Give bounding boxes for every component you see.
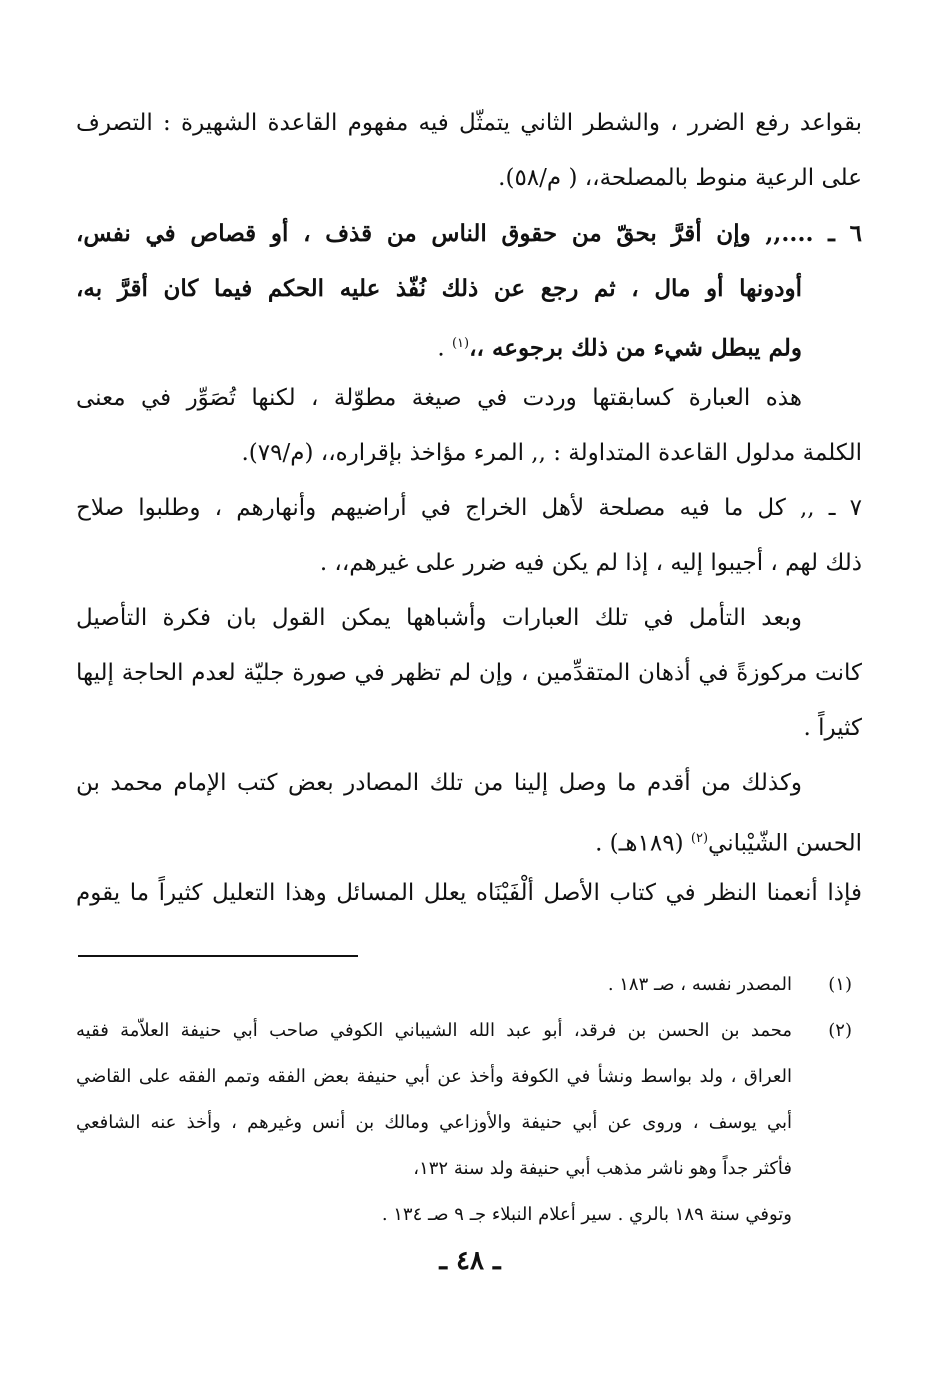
- footnote-number: (٢): [828, 1020, 852, 1041]
- date-text: (١٨٩هـ) .: [595, 830, 691, 857]
- page-number: ـ ٤٨ ـ: [439, 1246, 501, 1276]
- footnote-text: فأكثر جداً وهو ناشر مذهب أبي حنيفة ولد سنة ١٣٢،: [413, 1158, 792, 1179]
- text-line: الكلمة مدلول القاعدة المتداولة : ,, المرء مؤاخذ بإقراره،، (م/٧٩).: [241, 440, 862, 466]
- footnote-number: (١): [828, 974, 852, 995]
- footnote-ref: (٢): [690, 831, 709, 846]
- footnote-divider: [78, 955, 358, 957]
- text-line: ذلك لهم ، أجيبوا إليه ، إذا لم يكن فيه ضرر على غيرهم،، .: [319, 550, 862, 576]
- footnote-text: العراق ، ولد بواسط ونشأ في الكوفة وأخذ عن أبي حنيفة بعض الفقه وتمم الفقه على القاضي: [76, 1066, 792, 1087]
- text-line: وبعد التأمل في تلك العبارات وأشباهها يمكن القول بان فكرة التأصيل: [76, 605, 802, 631]
- text-line: أودونها أو مال ، ثم رجع عن ذلك نُفّذ عليه الحكم فيما كان أقرَّ به،: [76, 275, 802, 302]
- quote-text: ولم يبطل شيء من ذلك برجوعه ،،: [469, 334, 802, 362]
- footnote-text: المصدر نفسه ، صـ ١٨٣ .: [607, 974, 792, 995]
- footnote-text: محمد بن الحسن بن فرقد، أبو عبد الله الشيباني الكوفي صاحب أبي حنيفة العلاّمة فقيه: [76, 1020, 792, 1041]
- text-line: فإذا أنعمنا النظر في كتاب الأصل ألْفَيْنَاه يعلل المسائل وهذا التعليل كثيراً ما يقوم: [76, 880, 862, 906]
- text-line: بقواعد رفع الضرر ، والشطر الثاني يتمثّل فيه مفهوم القاعدة الشهيرة : التصرف: [76, 110, 862, 136]
- text-line: ٧ ـ ,, كل ما فيه مصلحة لأهل الخراج في أراضيهم وأنهارهم ، وطلبوا صلاح: [76, 495, 862, 521]
- name-text: الحسن الشّيْباني: [708, 830, 862, 857]
- text-line: [76, 316, 862, 371]
- text-line: هذه العبارة كسابقتها وردت في صيغة مطوّلة ، لكنها تُصَوِّر في معنى: [76, 385, 802, 411]
- text-line: كثيراً .: [803, 715, 862, 741]
- text-line: ٦ ـ ....,, وإن أقرَّ بحقّ من حقوق الناس من قذف ، أو قصاص في نفس،: [76, 220, 862, 247]
- footnote-ref: (١): [451, 336, 470, 351]
- footnotes: [76, 962, 862, 1238]
- punctuation: .: [437, 335, 452, 362]
- footnote-text: أبي يوسف ، وروى عن أبي حنيفة والأوزاعي ومالك بن أنس وغيرهم ، وأخذ عنه الشافعي: [76, 1112, 792, 1133]
- footnote-item: [76, 1008, 862, 1054]
- text-line: [76, 811, 862, 866]
- main-text: [76, 96, 862, 921]
- text-line: على الرعية منوط بالمصلحة،، ( م/٥٨).: [498, 165, 862, 191]
- footnote-text: وتوفي سنة ١٨٩ بالري . سير أعلام النبلاء جـ ٩ صـ ١٣٤ .: [381, 1204, 792, 1225]
- text-line: كانت مركوزةً في أذهان المتقدِّمين ، وإن لم تظهر في صورة جليّة لعدم الحاجة إليها: [76, 660, 862, 686]
- text-line: وكذلك من أقدم ما وصل إلينا من تلك المصادر بعض كتب الإمام محمد بن: [76, 770, 802, 796]
- footnote-item: [76, 962, 862, 1008]
